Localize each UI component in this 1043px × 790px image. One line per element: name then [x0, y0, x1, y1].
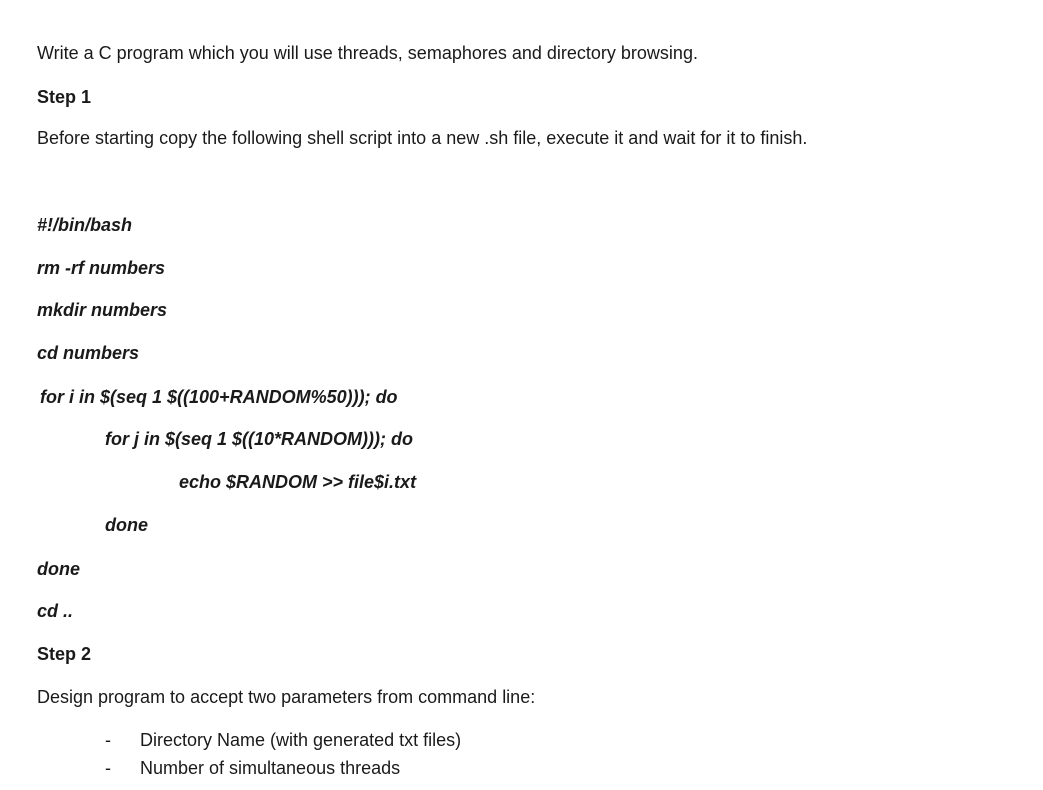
intro-paragraph: Write a C program which you will use threads, semaphores and directory browsing.	[37, 43, 698, 63]
script-line-shebang: #!/bin/bash	[37, 215, 133, 235]
script-line-echo: echo $RANDOM >> file$i.txt	[179, 472, 417, 492]
step2-paragraph: Design program to accept two parameters from command line:	[37, 687, 536, 707]
bullet-dash: -	[105, 758, 111, 778]
bullet-dash: -	[105, 730, 111, 750]
step2-heading: Step 2	[37, 644, 92, 664]
script-line-cd-up: cd ..	[37, 601, 74, 621]
script-line-outer-for: for i in $(seq 1 $((100+RANDOM%50))); do	[40, 387, 398, 407]
script-line-outer-done: done	[37, 559, 80, 579]
script-line-mkdir: mkdir numbers	[37, 300, 168, 320]
script-line-inner-done: done	[105, 515, 148, 535]
step1-paragraph: Before starting copy the following shell script into a new .sh file, execute it and wait for it to finish.	[37, 128, 808, 148]
step1-heading: Step 1	[37, 87, 92, 107]
bullet-text: Directory Name (with generated txt files)	[140, 730, 462, 750]
script-line-rm: rm -rf numbers	[37, 258, 166, 278]
script-line-inner-for: for j in $(seq 1 $((10*RANDOM))); do	[105, 429, 414, 449]
bullet-text: Number of simultaneous threads	[140, 758, 401, 778]
script-line-cd: cd numbers	[37, 343, 140, 363]
